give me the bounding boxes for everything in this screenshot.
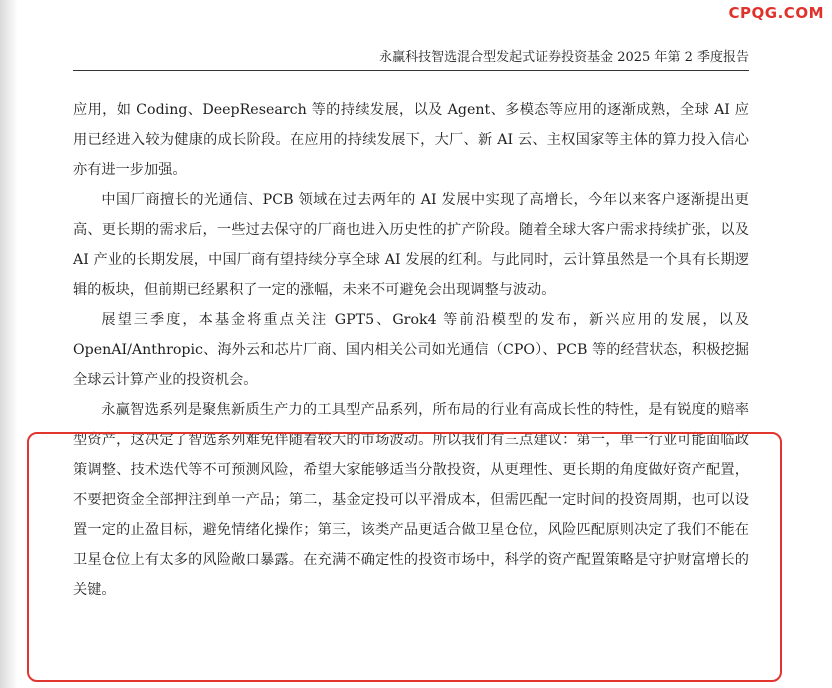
document-body: [73, 95, 749, 605]
paragraph-q3-outlook: 展望三季度，本基金将重点关注 GPT5、Grok4 等前沿模型的发布，新兴应用的发展，以及 OpenAI/Anthropic、海外云和芯片厂商、国内相关公司如光通信（CPO）、PCB 等的经营状态，积极挖掘全球云计算产业的投资机会。: [73, 312, 749, 388]
page-left-shadow: [0, 0, 18, 688]
paragraph-chinese-vendors: 中国厂商擅长的光通信、PCB 领域在过去两年的 AI 发展中实现了高增长，今年以来客户逐渐提出更高、更长期的需求后，一些过去保守的厂商也进入历史性的扩产阶段。随着全球大客户需求持续扩张，以及 AI 产业的长期发展，中国厂商有望持续分享全球 AI 发展的红利。与此同时，云计算虽然是一个具有长期逻辑的板块，但前期已经累积了一定的涨幅，未来不可避免会出现调整与波动。: [73, 192, 749, 298]
paragraph-investment-advice: 永赢智选系列是聚焦新质生产力的工具型产品系列，所布局的行业有高成长性的特性，是有锐度的赔率型资产，这决定了智选系列难免伴随着较大的市场波动。所以我们有三点建议：第一，单一行业可能面临政策调整、技术迭代等不可预测风险，希望大家能够适当分散投资，从更理性、更长期的角度做好资产配置，不要把资金全部押注到单一产品；第二，基金定投可以平滑成本，但需匹配一定时间的投资周期，也可以设置一定的止盈目标，避免情绪化操作；第三，该类产品更适合做卫星仓位，风险匹配原则决定了我们不能在卫星仓位上有太多的风险敞口暴露。在充满不确定性的投资市场中，科学的资产配置策略是守护财富增长的关键。: [73, 402, 749, 598]
report-header: 永赢科技智选混合型发起式证券投资基金 2025 年第 2 季度报告: [73, 46, 749, 71]
paragraph-ai-applications: 应用，如 Coding、DeepResearch 等的持续发展，以及 Agent、多模态等应用的逐渐成熟，全球 AI 应用已经进入较为健康的成长阶段。在应用的持续发展下，大厂、新 AI 云、主权国家等主体的算力投入信心亦有进一步加强。: [73, 102, 749, 178]
watermark: CPQG.COM: [728, 4, 824, 22]
